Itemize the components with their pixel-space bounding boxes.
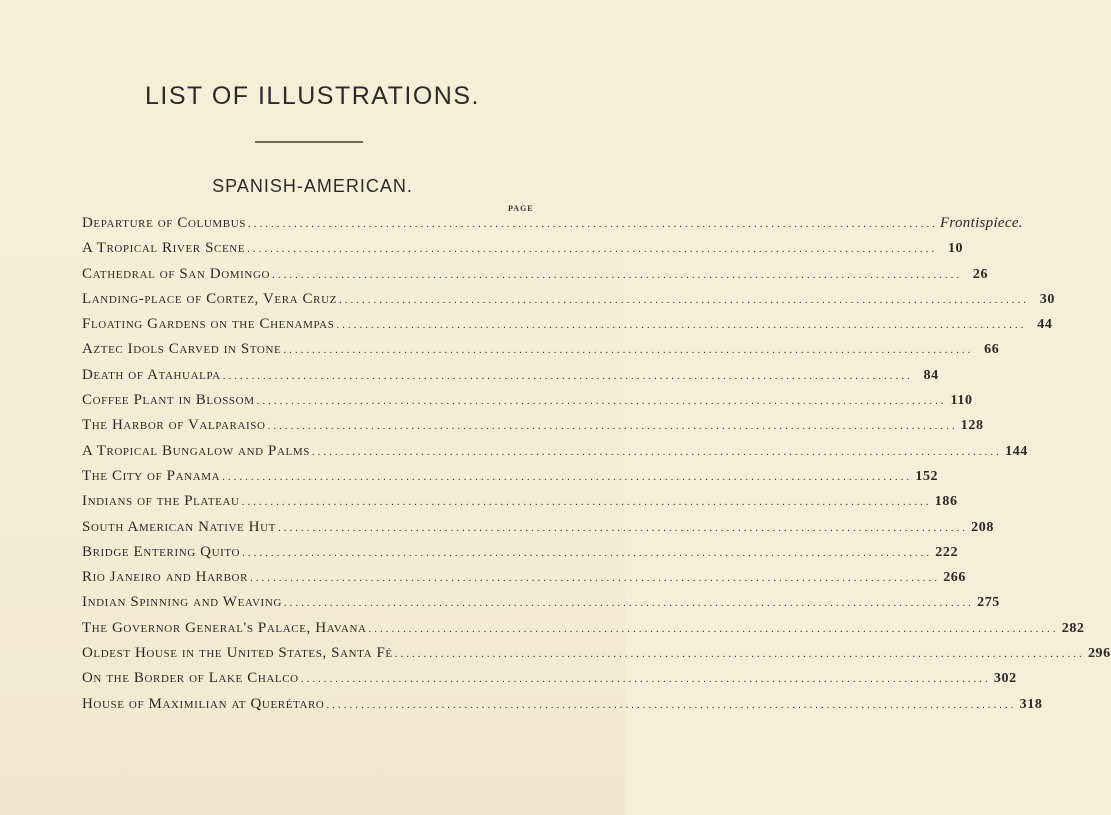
illustration-title: Departure of Columbus	[82, 215, 246, 231]
illustration-title: Oldest House in the United States, Santa Fé	[82, 645, 393, 662]
illustration-title: The Harbor of Valparaiso	[82, 417, 266, 434]
dot-leader: ........................................................................................................................	[247, 243, 938, 256]
list-item	[82, 467, 939, 493]
list-item	[82, 569, 967, 594]
dot-leader: ........................................................................................................................	[267, 420, 958, 433]
page-number: 282	[1061, 620, 1085, 636]
list-item	[82, 518, 994, 544]
page-number: 275	[977, 595, 1000, 611]
illustration-title: Floating Gardens on the Chenampas	[82, 316, 335, 333]
page-number: 66	[984, 342, 1000, 358]
dot-leader: ........................................................................................................................	[283, 344, 974, 357]
list-item	[82, 645, 1111, 670]
list-item	[82, 594, 1000, 619]
illustration-title: Aztec Idols Carved in Stone	[82, 341, 282, 358]
dot-leader: ........................................................................................................................	[283, 597, 974, 610]
page-number: 10	[947, 241, 964, 257]
list-item	[82, 543, 959, 569]
dot-leader: ........................................................................................................................	[256, 395, 947, 408]
list-item	[82, 240, 964, 265]
list-item	[82, 695, 1043, 721]
illustration-title: On the Border of Lake Chalco	[82, 670, 299, 687]
list-item	[82, 316, 1053, 341]
page-number: 152	[915, 468, 939, 484]
dot-leader: ........................................................................................................................	[311, 445, 1002, 458]
list-item	[82, 341, 1000, 366]
page-number: 110	[950, 393, 973, 409]
list-item	[82, 442, 1028, 468]
illustration-title: Cathedral of San Domingo	[82, 265, 271, 282]
list-item	[82, 417, 984, 442]
illustration-title: Landing-place of Cortez, Vera Cruz	[82, 290, 337, 307]
dot-leader: ........................................................................................................................	[222, 369, 913, 382]
list-item	[82, 392, 973, 417]
list-item	[82, 366, 939, 392]
illustration-title: South American Native Hut	[82, 518, 276, 535]
dot-leader: ........................................................................................................................	[222, 470, 913, 483]
dot-leader: ........................................................................................................................	[368, 622, 1059, 635]
page-number: 26	[972, 266, 989, 282]
page-number: 30	[1039, 291, 1055, 307]
page-number: 222	[935, 544, 959, 560]
illustration-title: Bridge Entering Quito	[82, 543, 241, 560]
list-item	[82, 493, 958, 518]
illustration-title: Indians of the Plateau	[82, 493, 240, 510]
dot-leader: ........................................................................................................................	[338, 293, 1029, 306]
page-number: 208	[971, 519, 994, 535]
dot-leader: ........................................................................................................................	[336, 319, 1027, 332]
illustration-title: House of Maximilian at Querétaro	[82, 695, 325, 712]
list-item	[82, 670, 1017, 695]
dot-leader: ........................................................................................................................	[394, 648, 1085, 661]
title-divider	[255, 141, 363, 144]
dot-leader: ........................................................................................................................	[250, 572, 941, 585]
dot-leader: ........................................................................................................................	[272, 268, 963, 281]
list-item	[82, 215, 1023, 240]
page-number: Frontispiece.	[939, 215, 1023, 231]
illustration-title: A Tropical River Scene	[82, 240, 246, 257]
dot-leader: ........................................................................................................................	[241, 496, 932, 509]
illustration-title: The Governor General's Palace, Havana	[82, 619, 367, 636]
dot-leader: ........................................................................................................................	[242, 546, 933, 559]
page-number: 44	[1037, 317, 1053, 333]
page-column-label: PAGE	[508, 204, 534, 213]
illustration-title: A Tropical Bungalow and Palms	[82, 442, 310, 459]
illustration-title: Indian Spinning and Weaving	[82, 594, 282, 611]
illustration-title: Coffee Plant in Blossom	[82, 392, 255, 409]
illustration-title: Rio Janeiro and Harbor	[82, 569, 249, 586]
page-number: 302	[993, 671, 1017, 687]
page-number: 84	[923, 367, 939, 383]
list-item	[82, 290, 1055, 316]
illustration-title: Death of Atahualpa	[82, 366, 221, 383]
page-number: 128	[960, 418, 984, 434]
section-title: SPANISH-AMERICAN.	[212, 176, 413, 196]
illustration-title: The City of Panama	[82, 467, 221, 484]
page-number: 266	[943, 570, 967, 586]
dot-leader: ........................................................................................................................	[247, 218, 938, 230]
list-item	[82, 265, 989, 291]
page-title: LIST OF ILLUSTRATIONS.	[145, 82, 480, 110]
list-item	[82, 619, 1085, 645]
illustrations-list	[82, 215, 1111, 721]
page-number: 318	[1019, 696, 1043, 712]
page-number: 186	[934, 494, 958, 510]
dot-leader: ........................................................................................................................	[326, 698, 1017, 711]
page-number: 296	[1087, 646, 1111, 662]
page-number: 144	[1005, 443, 1028, 459]
dot-leader: ........................................................................................................................	[277, 521, 968, 534]
dot-leader: ........................................................................................................................	[300, 673, 991, 686]
